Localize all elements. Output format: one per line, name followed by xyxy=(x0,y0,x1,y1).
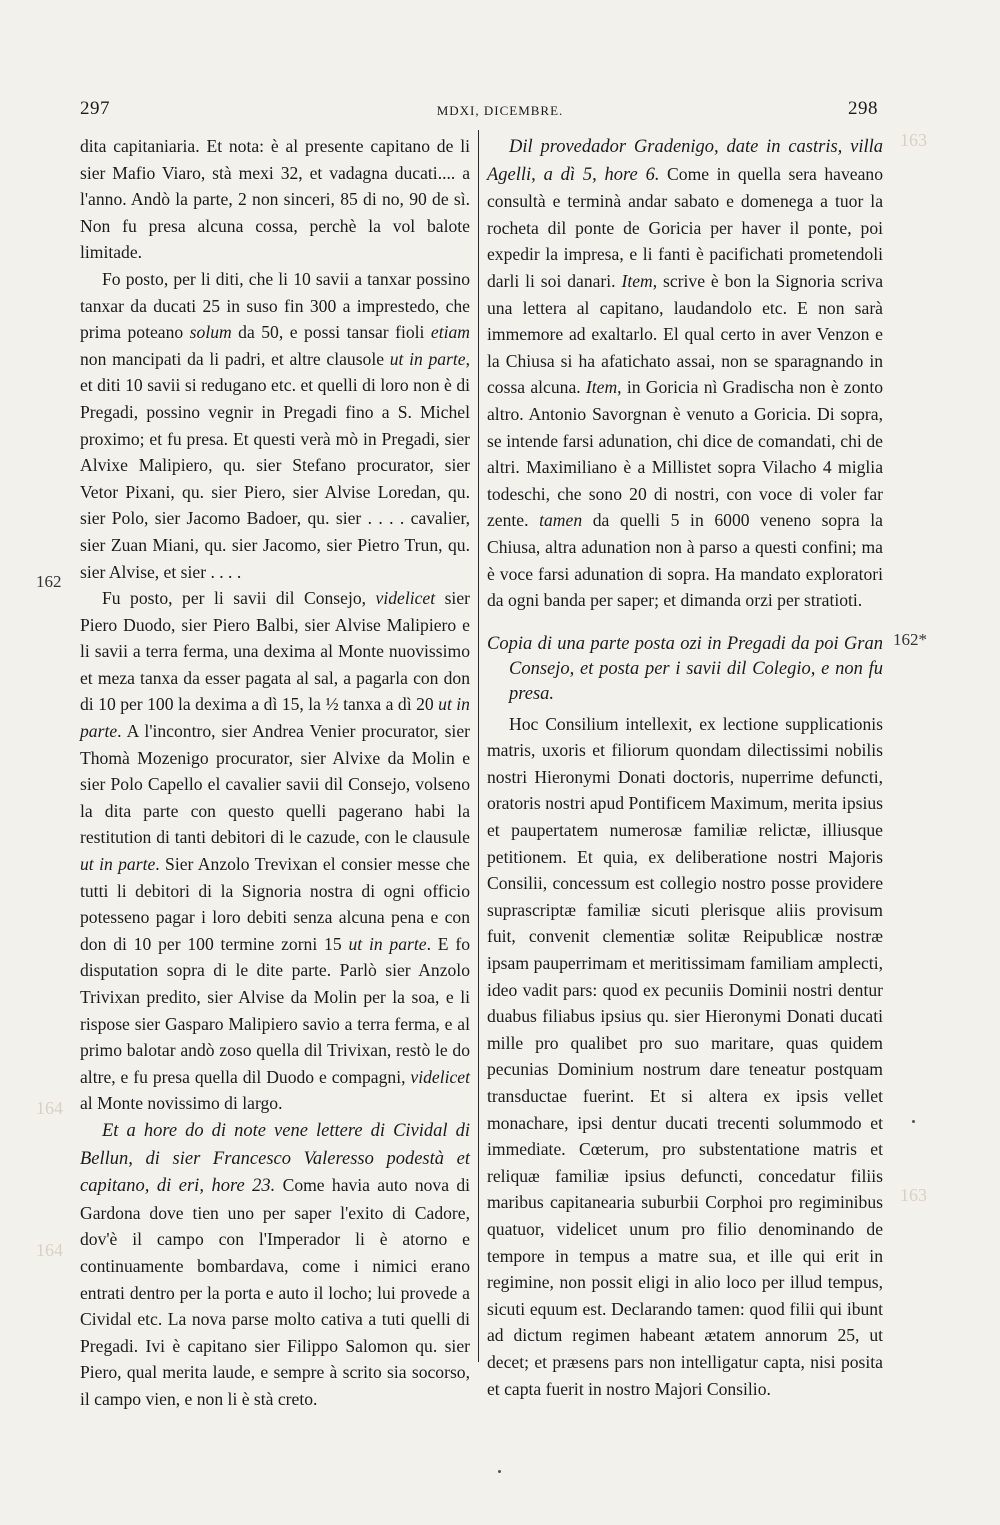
page-number-left: 297 xyxy=(80,98,110,119)
bleed-through-number: 164 xyxy=(36,1098,63,1118)
left-column xyxy=(80,133,470,1413)
bleed-through-number: 163 xyxy=(900,1185,927,1205)
section-heading: Copia di una parte posta ozi in Pregadi da poi Gran Consejo, et posta per i savii dil Colegio, e non fu presa. xyxy=(487,633,883,704)
page-number-right: 298 xyxy=(848,98,878,119)
ink-speck xyxy=(498,1470,501,1473)
paragraph: Et a hore do di note vene lettere di Cividal di Bellun, di sier Francesco Valeresso podestà et capitano, di eri, hore 23. Come havia auto nova di Gardona dove tien uno per saper l'exito di Cadore, dov'è il campo con l'Imperador li è atorno e continuamente bombardava, come i nimici erano entrati dentro per la porta e auto il locho; lui provede a Cividal etc. La nova parse molto cativa a tuti quelli di Pregadi. Ivi è capitano sier Filippo Salomon qu. sier Piero, qual merita laude, e sempre à scrito sia socorso, il campo vien, e non li è stà creto. xyxy=(80,1120,471,1409)
letter-heading: Et a hore do di note vene lettere di Cividal di Bellun, di sier Francesco Valeresso podestà et capitano, di eri, hore 23. xyxy=(80,1120,470,1197)
column-divider xyxy=(478,130,479,1362)
right-column xyxy=(487,133,883,1402)
paragraph: Hoc Consilium intellexit, ex lectione supplicationis matris, uxoris et filiorum quondam dilectissimi nobilis nostri Hieronymi Donati doctoris, nuperrime defuncti, oratoris nostri apud Pontificem Maximum, merita ipsius et paupertatem numerosæ familiæ relictæ, illiusque petitionem. Et quia, ex deliberatione nostri Majoris Consilii, concessum est collegio nostro posse providere suprascriptæ familiæ sicuti plerisque aliis provisum fuit, convenit clementiæ solitæ Reipublicæ nostræ ipsam pauperrimam et meritissimam familiam amplecti, ideo vadit pars: quod ex pecuniis Dominii nostri dentur duabus filiabus ipsius qu. sier Hieronymi Donati ducati mille pro qualibet pro suo maritare, quas quidem pecunias Dominium nostrum dare teneatur postquam transductae fuerint. Et si altera ex ipsis vellet monachare, ipsi dentur ducati trecenti solummodo et immediate. Cœterum, pro substentatione matris et reliquæ familiæ ipsius defuncti, concedatur filiis maribus capitanearia suburbii Corphoi pro regiminibus quatuor, videlicet unum pro filio denominando de tempore in tempus a matre sua, et ille qui erit in regimine, non possit eligi in alio loco per illud tempus, sicuti equum est. Declarando tamen: quod filii qui ibunt ad dictum regimen habeant ætatem annorum 25, ut decet; et præsens pars non intelligatur capta, nisi posita et capta fuerit in nostro Majori Consilio. xyxy=(487,713,883,1399)
paragraph: dita capitaniaria. Et nota: è al presente capitano de li sier Mafio Viaro, stà mexi 32, et vadagna ducati.... a l'anno. Andò la parte, 2 non sinceri, 85 di no, 90 de sì. Non fu presa alcuna cossa, perchè la vol balote limitade. xyxy=(80,136,470,263)
running-title: MDXI, DICEMBRE. xyxy=(436,103,564,118)
bleed-through-number: 164 xyxy=(36,1240,63,1260)
paragraph: Fo posto, per li diti, che li 10 savii a tanxar possino tanxar da ducati 25 in suso fin 300 a imprestedo, che prima poteano solum da 50, e possi tansar fioli etiam non mancipati da li padri, et altre clausole ut in parte, et diti 10 savii si redugano etc. et quelli di loro non è di Pregadi, possino vegnir in Pregadi fino a S. Michel proximo; et fu presa. Et questi verà mò in Pregadi, sier Alvixe Malipiero, qu. sier Stefano procurator, sier Vetor Pixani, qu. sier Piero, sier Alvise Loredan, qu. sier Polo, sier Jacomo Badoer, qu. sier . . . . cavalier, sier Zuan Miani, qu. sier Jacomo, sier Pietro Trun, qu. sier Alvise, et sier . . . . xyxy=(80,268,470,582)
margin-number-left: 162 xyxy=(36,572,62,591)
letter-heading: Dil provedador Gradenigo, date in castris, villa Agelli, a dì 5, hore 6. xyxy=(487,137,883,185)
margin-number-right: 162* xyxy=(893,630,927,649)
paragraph: Dil provedador Gradenigo, date in castris, villa Agelli, a dì 5, hore 6. Come in quella sera haveano consultà e terminà andar sabato e domenega a tuor la rocheta dil ponte de Goricia per haver il ponte, poi expedir la impresa, e li fanti è pacifichati prometendoli darli li soi danari. Item, scrive è bon la Signoria scriva una lettera al capitano, laudandolo etc. E non sarà immemore ad exaltarlo. El qual certo in aver Venzon e la Chiusa si ha afatichato assai, non se sparagnando in cossa alcuna. Item, in Goricia nì Gradischa non è zonto altro. Antonio Savorgnan è venuto a Goricia. Di sopra, se intende farsi adunation, chi dice de comandati, chi de altri. Maximiliano è a Millistet sopra Vilacho 4 miglia todeschi, che sono 20 di nostri, con voce di voler far zente. tamen da quelli 5 in 6000 veneno sopra la Chiusa, altra adunation non à parso a questi confini; ma è voce farsi adunation di sopra. Ha mandato exploratori da ogni banda per saper; et dimanda orzi per stratioti. xyxy=(487,137,884,611)
ink-speck xyxy=(912,1120,915,1123)
bleed-through-number: 163 xyxy=(900,130,927,150)
paragraph: Fu posto, per li savii dil Consejo, videlicet sier Piero Duodo, sier Piero Balbi, sier Alvise Malipiero e li savii a terra ferma, una dexima al Monte nuovissimo et meza tanxa da esser pagata al sal, a pagarla con don di 10 per 100 la dexima a dì 15, la ½ tanxa a dì 20 ut in parte. A l'incontro, sier Andrea Venier procurator, sier Thomà Mozenigo procurator, sier Alvixe da Molin e sier Polo Capello el cavalier savii dil Consejo, volseno la dita parte con questo quelli pagerano habi la restitution di tanti debitori di le cazude, con le clausule ut in parte. Sier Anzolo Trevixan el consier messe che tutti li debitori di la Signoria nostra di ogni officio potesseno pagar i loro debiti senza alcuna pena e con don di 10 per 100 termine zorni 15 ut in parte. E fo disputation sopra di le dite parte. Parlò sier Anzolo Trivixan predito, sier Alvise da Molin per la soa, e li rispose sier Gasparo Malipiero savio a terra ferma, e al primo balotar andò zoso quella dil Trivixan, restò le do altre, e fu presa quella dil Duodo e compagni, videlicet al Monte novissimo di largo. xyxy=(80,588,470,1114)
